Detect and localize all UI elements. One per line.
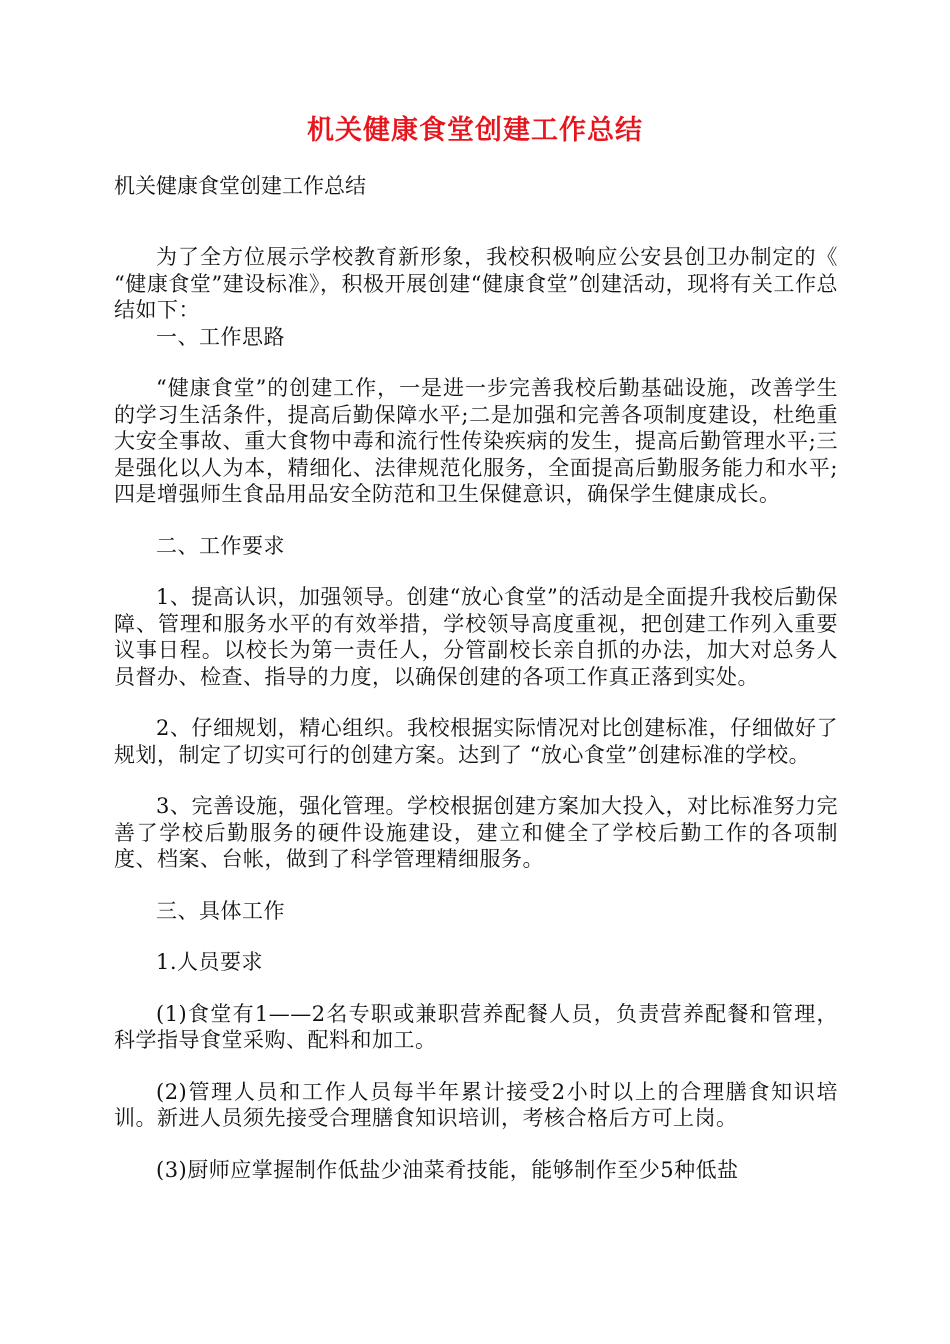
- paragraph-approach: “健康食堂”的创建工作，一是进一步完善我校后勤基础设施，改善学生的学习生活条件，提高后勤保障水平;二是加强和完善各项制度建设，杜绝重大安全事故、重大食物中毒和流行性传染疾病的发生，提高后勤管理水平;三是强化以人为本，精细化、法律规范化服务，全面提高后勤服务能力和水平;四是增强师生食品用品安全防范和卫生保健意识，确保学生健康成长。: [114, 376, 838, 506]
- paragraph-requirement-3: 3、完善设施，强化管理。学校根据创建方案加大投入，对比标准努力完善了学校后勤服务的硬件设施建设，建立和健全了学校后勤工作的各项制度、档案、台帐，做到了科学管理精细服务。: [114, 794, 838, 871]
- list-item-staff-3: (3)厨师应掌握制作低盐少油菜肴技能，能够制作至少5种低盐: [156, 1157, 739, 1182]
- section-heading-1: 一、工作思路: [156, 324, 285, 349]
- document-title: 机关健康食堂创建工作总结: [307, 115, 643, 146]
- subsection-heading-staff: 1.人员要求: [156, 950, 264, 974]
- paragraph-requirement-2: 2、仔细规划，精心组织。我校根据实际情况对比创建标准，仔细做好了规划，制定了切实可行的创建方案。达到了 “放心食堂”创建标准的学校。: [114, 716, 838, 767]
- list-item-staff-2: (2)管理人员和工作人员每半年累计接受2小时以上的合理膳食知识培训。新进人员须先接受合理膳食知识培训，考核合格后方可上岗。: [114, 1079, 838, 1130]
- paragraph-requirement-1: 1、提高认识，加强领导。创建“放心食堂”的活动是全面提升我校后勤保障、管理和服务水平的有效举措，学校领导高度重视，把创建工作列入重要议事日程。以校长为第一责任人，分管副校长亲自抓的办法，加大对总务人员督办、检查、指导的力度，以确保创建的各项工作真正落到实处。: [114, 585, 838, 689]
- section-heading-3: 三、具体工作: [156, 898, 285, 923]
- list-item-staff-1: (1)食堂有1——2名专职或兼职营养配餐人员，负责营养配餐和管理，科学指导食堂采购、配料和加工。: [114, 1001, 838, 1052]
- paragraph-intro: 为了全方位展示学校教育新形象，我校积极响应公安县创卫办制定的《 “健康食堂”建设标准》，积极开展创建“健康食堂”创建活动，现将有关工作总结如下：: [114, 245, 838, 322]
- section-heading-2: 二、工作要求: [156, 533, 285, 558]
- document-subtitle: 机关健康食堂创建工作总结: [114, 174, 366, 198]
- document-body: [114, 244, 838, 1183]
